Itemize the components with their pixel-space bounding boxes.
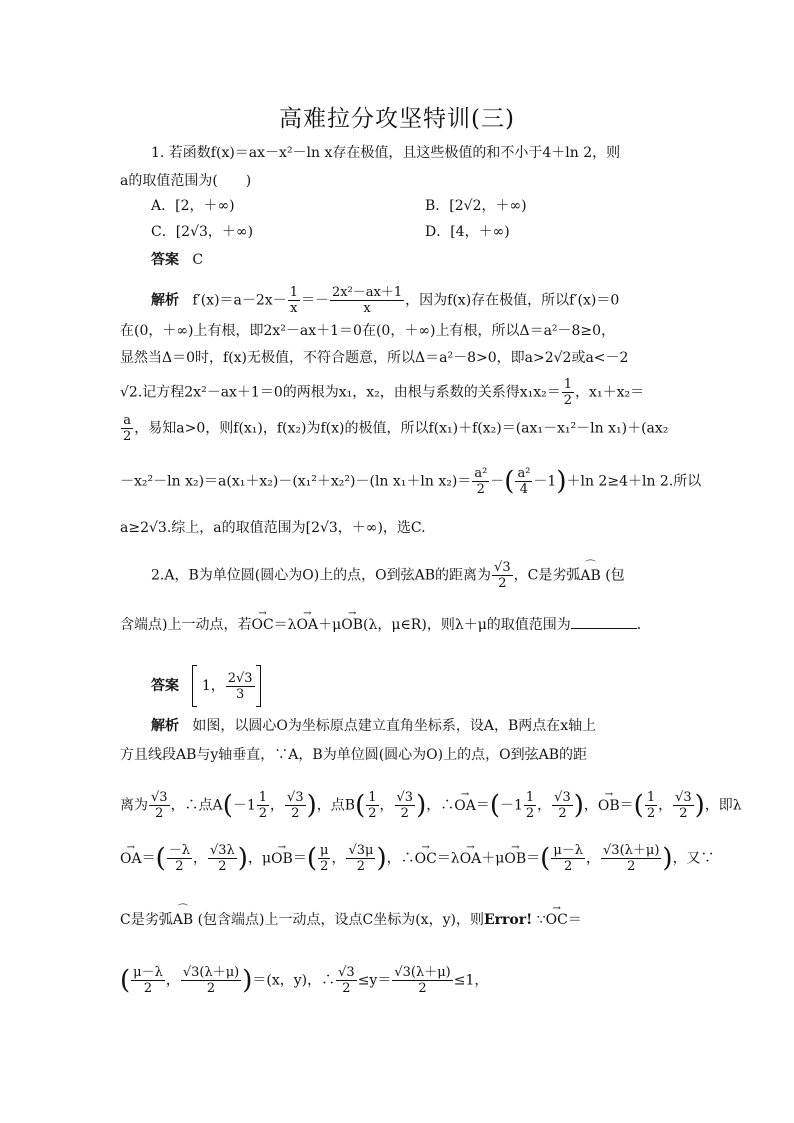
fraction: $\frac{√3}{2}$ [494,560,511,591]
fraction: $\frac{1}{2}$ [563,377,573,408]
analysis-label: 解析 [151,292,179,309]
q2-stem-line1: 2.A，B为单位圆(圆心为O)上的点，O到弦AB的距离为 $\frac{√3}{2}$ ，C是劣弧⌒ AB (包 [151,560,625,591]
q1-option-d: D．[4，＋∞) [425,224,510,240]
q2-analysis-line3: 离为 $\frac{√3}{2}$ ，∴点A(－1 $\frac{1}{2}$ ， $\frac{√3}{2}$ )，点B( $\frac{1}{2}$ ， $\frac{√3}{2}$ )，∴→ OA＝(－1 $\frac{1}{2}$ ， $\frac{√3}{2}$ )，→ OB＝( $\frac{1}{2}$ ， $\frac{√3}{2}$ )，即λ [120,790,742,821]
q2-analysis-line6: ( $\frac{\mu-\lambda}{2}$ ， $\frac{√3(\lambda+\mu)}{2}$ )＝(x，y)，∴ $\frac{√3}{2}$ ≤y＝ $\frac{√3(\lambda+\mu)}{2}$ ≤1， [120,965,489,996]
q1-option-c: C．[2√3，＋∞) [151,224,254,240]
q1-analysis-line5: $\frac{a}{2}$ ，易知a>0，则f(x₁)，f(x₂)为f(x)的极值，所以f(x₁)＋f(x₂)＝(ax₁－x₁²－ln x₁)＋(ax₂ [123,413,669,444]
page-title: 高难拉分攻坚特训(三) [279,106,515,132]
q2-analysis-line1: 解析 如图，以圆心O为坐标原点建立直角坐标系，设A，B两点在x轴上 [151,718,597,734]
q1-stem-line2: a的取值范围为( ) [120,173,252,189]
text: ，因为f(x)存在极值，所以f′(x)＝0 [405,292,620,309]
q2-analysis-line5: C是劣弧⌒ AB (包含端点)上一动点，设点C坐标为(x，y)，则Error! ∵→ OC＝ [120,910,582,930]
vector: → OB [341,615,363,635]
fraction: $\frac{1}{x}$ [289,285,298,316]
q2-analysis-line4: → OA＝( $\frac{-\lambda}{2}$ ， $\frac{√3\lambda}{2}$ )，μ→ OB＝( $\frac{\mu}{2}$ ， $\frac{√3\mu}{2}$ )，∴→ OC＝λ→ OA＋μ→ OB＝( $\frac{\mu-\lambda}{2}$ ， $\frac{√3(\lambda+\mu)}{2}$ )，又∵ [120,843,715,874]
text: ＝－ [300,292,329,309]
answer-label: 答案 [151,678,179,694]
q1-answer-line [151,250,203,270]
q1-analysis-line1 [151,285,619,316]
text: f′(x)＝a－2x－ [192,292,287,309]
q1-option-b: B．[2√2，＋∞) [425,198,527,214]
answer-blank [571,614,637,629]
error-text: Error! [483,912,533,928]
q1-analysis-line4: √2.记方程2x²－ax＋1＝0的两根为x₁，x₂，由根与系数的关系得x₁x₂＝ $\frac{1}{2}$ ，x₁＋x₂＝ [120,377,645,408]
q2-stem-line2: 含端点)上一动点，若→ OC＝λ→ OA＋μ→ OB(λ，μ∈R)，则λ＋μ的取值范围为 . [120,614,641,635]
fraction: $\frac{\text{a²}}{4}$ [517,466,531,497]
fraction: $\frac{\text{2x²－ax＋1}}{x}$ [331,285,403,316]
answer-value: 1， [201,678,225,694]
fraction: $\frac{\text{a²}}{2}$ [474,466,488,497]
analysis-label: 解析 [151,718,179,734]
q1-analysis-line2: 在(0，＋∞)上有根，即2x²－ax＋1＝0在(0，＋∞)上有根，所以Δ＝a²－8≥0， [120,323,616,339]
q1-analysis-line6: －x₂²－ln x₂)＝a(x₁＋x₂)－(x₁²＋x₂²)－(ln x₁＋ln x₂)＝ $\frac{\text{a²}}{2}$ －( $\frac{\text{a²}}{4}$ －1)＋ln 2≥4＋ln 2.所以 [120,466,702,497]
vector: → OA [297,615,319,635]
arc-label: ⌒ AB [580,566,600,586]
q1-option-a: A．[2，＋∞) [151,198,235,214]
answer-value: C [192,252,204,268]
q1-analysis-line3: 显然当Δ＝0时，f(x)无极值，不符合题意，所以Δ＝a²－8>0，即a>2√2或a<－2 [120,350,629,366]
fraction: $\frac{2√3}{3}$ [227,670,253,702]
left-bracket [192,665,197,707]
fraction: $\frac{a}{2}$ [123,413,132,444]
right-bracket [256,665,261,707]
q1-analysis-line7: a≥2√3.综上，a的取值范围为[2√3，＋∞)，选C. [120,520,426,536]
q2-answer-line [151,665,261,707]
q2-analysis-line2: 方且线段AB与y轴垂直，∵A，B为单位圆(圆心为O)上的点，O到弦AB的距 [120,747,587,763]
answer-label: 答案 [151,252,179,268]
q1-stem-line1: 1. 若函数f(x)＝ax－x²－ln x存在极值，且这些极值的和不小于4＋ln 2，则 [151,145,621,161]
vector: → OC [251,615,273,635]
